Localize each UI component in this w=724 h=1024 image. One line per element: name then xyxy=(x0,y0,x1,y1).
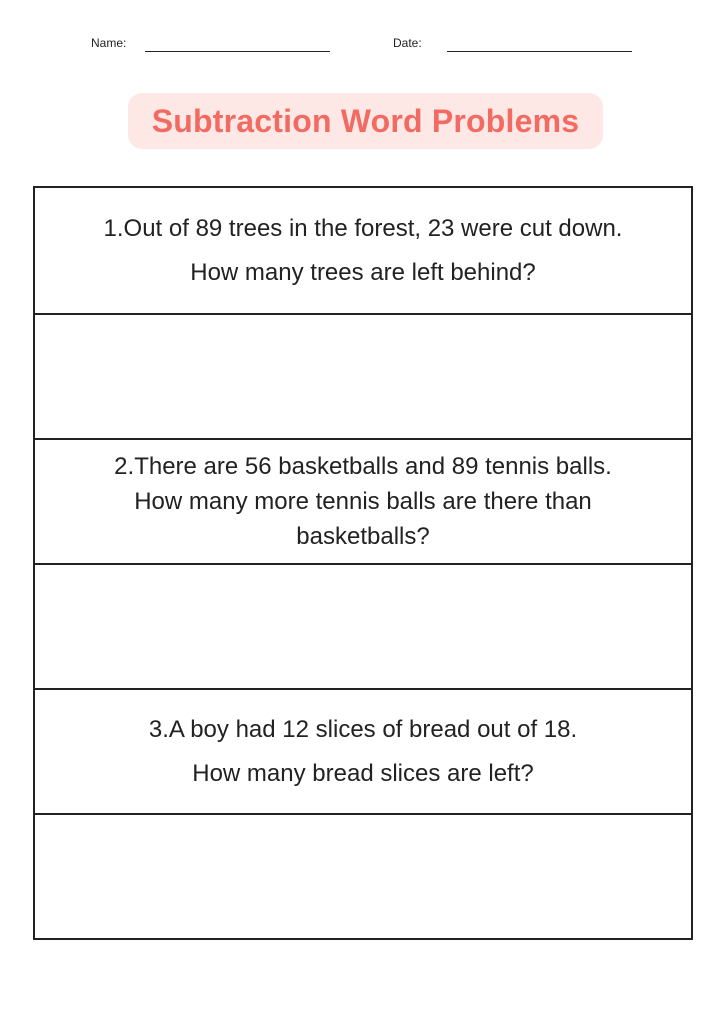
header-fields xyxy=(0,36,724,56)
problem-3-line-1: 3.A boy had 12 slices of bread out of 18. xyxy=(148,716,578,743)
name-field[interactable] xyxy=(145,51,330,52)
answer-box-3[interactable] xyxy=(35,813,691,938)
date-field[interactable] xyxy=(447,51,632,52)
problem-1 xyxy=(35,188,691,313)
answer-box-2[interactable] xyxy=(35,563,691,688)
problem-2-line-2: How many more tennis balls are there than xyxy=(134,488,592,515)
problem-3-line-2: How many bread slices are left? xyxy=(192,760,534,787)
problem-2 xyxy=(35,438,691,563)
page-title: Subtraction Word Problems xyxy=(151,102,580,139)
answer-box-1[interactable] xyxy=(35,313,691,438)
problem-1-line-2: How many trees are left behind? xyxy=(190,259,536,286)
name-label: Name: xyxy=(91,36,127,50)
problem-2-line-1: 2.There are 56 basketballs and 89 tennis balls. xyxy=(114,453,612,480)
date-label: Date: xyxy=(393,36,422,50)
problem-1-line-1: 1.Out of 89 trees in the forest, 23 were cut down. xyxy=(103,215,623,242)
title-banner xyxy=(128,93,603,149)
worksheet-table xyxy=(33,186,693,940)
problem-3 xyxy=(35,688,691,813)
problem-2-line-3: basketballs? xyxy=(296,523,430,550)
